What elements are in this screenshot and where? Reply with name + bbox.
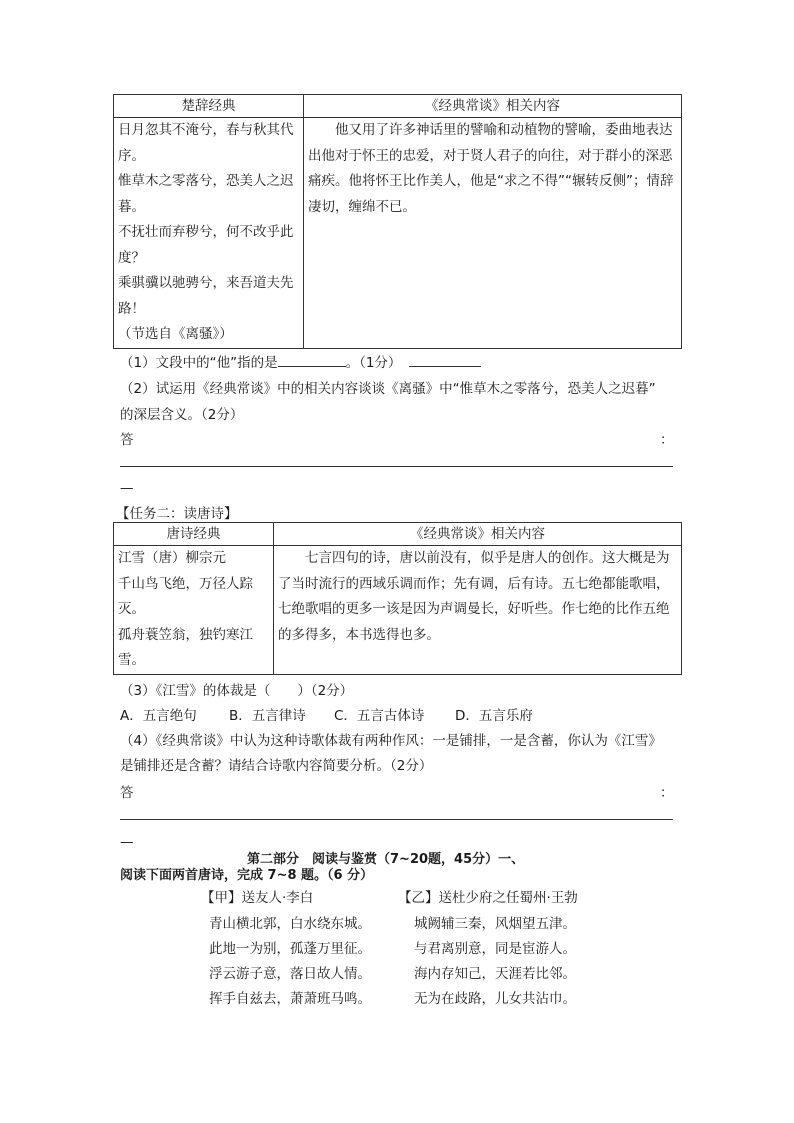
poem-line: 千山鸟飞绝，万径人踪 — [118, 575, 253, 592]
poem-a-line: 挥手自兹去，萧萧班马鸣。 — [209, 991, 371, 1007]
chuci-commentary: 他又用了许多神话里的譬喻和动植物的譬喻，委曲地表达出他对于怀王的忠爱，对于贤人君子的向往，对于群小的深恶痛疾。他将怀王比作美人，他是“求之不得”“辗转反侧”；情辞凄切，缠绵不已。 — [308, 122, 674, 215]
chuci-table — [113, 94, 682, 349]
task2-title: 【任务二：读唐诗】 — [116, 506, 238, 522]
poem-line: 灭。 — [118, 601, 145, 617]
q1-mark: 。（1分） — [345, 355, 402, 371]
chuci-commentary-cell — [304, 118, 682, 349]
q1-answer-blank[interactable] — [278, 352, 346, 367]
question-4-line2: 是铺排还是含蓄？请结合诗歌内容简要分析。（2分） — [120, 758, 433, 774]
poem-b-line: 城阙辅三秦，风烟望五津。 — [414, 916, 576, 932]
poem-line: 暮。 — [118, 198, 145, 215]
poem-line: 日月忽其不淹兮，春与秋其代 — [118, 122, 294, 138]
q2-answer-label: 答 — [120, 432, 134, 448]
poem-b-line: 与君离别意，同是宦游人。 — [414, 941, 576, 957]
poem-line: 序。 — [118, 147, 145, 164]
q3-option-c[interactable]: C．五言古体诗 — [334, 708, 425, 724]
chuci-poem-cell — [114, 118, 304, 349]
question-2-line1: （2）试运用《经典常谈》中的相关内容谈谈《离骚》中“惟草木之零落兮，恐美人之迟暮” — [120, 381, 656, 397]
poem-a-line: 青山横北郭，白水绕东城。 — [209, 916, 371, 932]
q1-extra-blank[interactable] — [409, 352, 481, 367]
question-1 — [120, 351, 481, 371]
q1-prefix: （1）文段中的“他”指的是 — [120, 355, 278, 371]
part2-heading: 第二部分 阅读与鉴赏（7~20题，45分）一、 — [247, 852, 525, 867]
question-2-line2: 的深层含义。（2分） — [120, 407, 244, 423]
question-4-line1: （4）《经典常谈》中认为这种诗歌体裁有两种作风：一是铺排，一是含蓄，你认为《江雪》 — [120, 733, 662, 749]
part2-instruction: 阅读下面两首唐诗，完成 7~8 题。（6 分） — [120, 868, 374, 883]
tangshi-header-left: 唐诗经典 — [114, 523, 274, 546]
q4-answer-label: 答 — [120, 785, 134, 801]
poem-line: 惟草木之零落兮，恐美人之迟 — [118, 173, 294, 189]
poem-b-line: 海内存知己，天涯若比邻。 — [414, 966, 576, 982]
q3-option-d[interactable]: D．五言乐府 — [455, 708, 533, 724]
q2-answer-colon: ： — [660, 432, 674, 448]
poem-line: 路！ — [118, 300, 145, 317]
tangshi-table — [113, 522, 682, 675]
q4-answer-line[interactable] — [120, 819, 673, 820]
poem-a-line: 浮云游子意，落日故人情。 — [209, 966, 371, 982]
poem-line: 江雪（唐）柳宗元 — [118, 550, 226, 566]
poem-line: 不抚壮而弃秽兮，何不改乎此 — [118, 224, 294, 240]
q2-tail-dash: — — [120, 480, 134, 496]
question-3: （3）《江雪》的体裁是（ ）（2分） — [120, 683, 354, 699]
poem-line: 雪。 — [118, 652, 145, 668]
q3-option-a[interactable]: A．五言绝句 — [120, 708, 197, 724]
tangshi-header-right: 《经典常谈》相关内容 — [274, 523, 682, 546]
poem-b-line: 无为在歧路，儿女共沾巾。 — [414, 991, 576, 1007]
poem-line: 度？ — [118, 249, 145, 266]
poem-a-title: 【甲】送友人·李白 — [201, 890, 314, 906]
poem-line: 乘骐骥以驰骋兮，来吾道夫先 — [118, 275, 294, 291]
chuci-header-left: 楚辞经典 — [114, 95, 304, 118]
poem-line: 孤舟蓑笠翁，独钓寒江 — [118, 626, 253, 643]
q3-option-b[interactable]: B．五言律诗 — [229, 708, 306, 724]
q2-answer-line[interactable] — [120, 466, 673, 467]
poem-source: （节选自《离骚》） — [118, 326, 233, 342]
tangshi-poem-cell — [114, 546, 274, 675]
poem-a-line: 此地一为别，孤蓬万里征。 — [209, 941, 371, 957]
tangshi-commentary: 七言四句的诗，唐以前没有，似乎是唐人的创作。这大概是为了当时流行的西域乐调而作；先有调，后有诗。五七绝都能歌唱，七绝歌唱的更多一该是因为声调曼长，好听些。作七绝的比作五绝的多得多，本书选得也多。 — [278, 550, 670, 643]
tangshi-commentary-cell — [274, 546, 682, 675]
chuci-header-right: 《经典常谈》相关内容 — [304, 95, 682, 118]
q4-answer-colon: ： — [660, 785, 674, 801]
q4-tail-dash: — — [120, 834, 134, 850]
poem-b-title: 【乙】送杜少府之任蜀州·王勃 — [398, 890, 578, 906]
